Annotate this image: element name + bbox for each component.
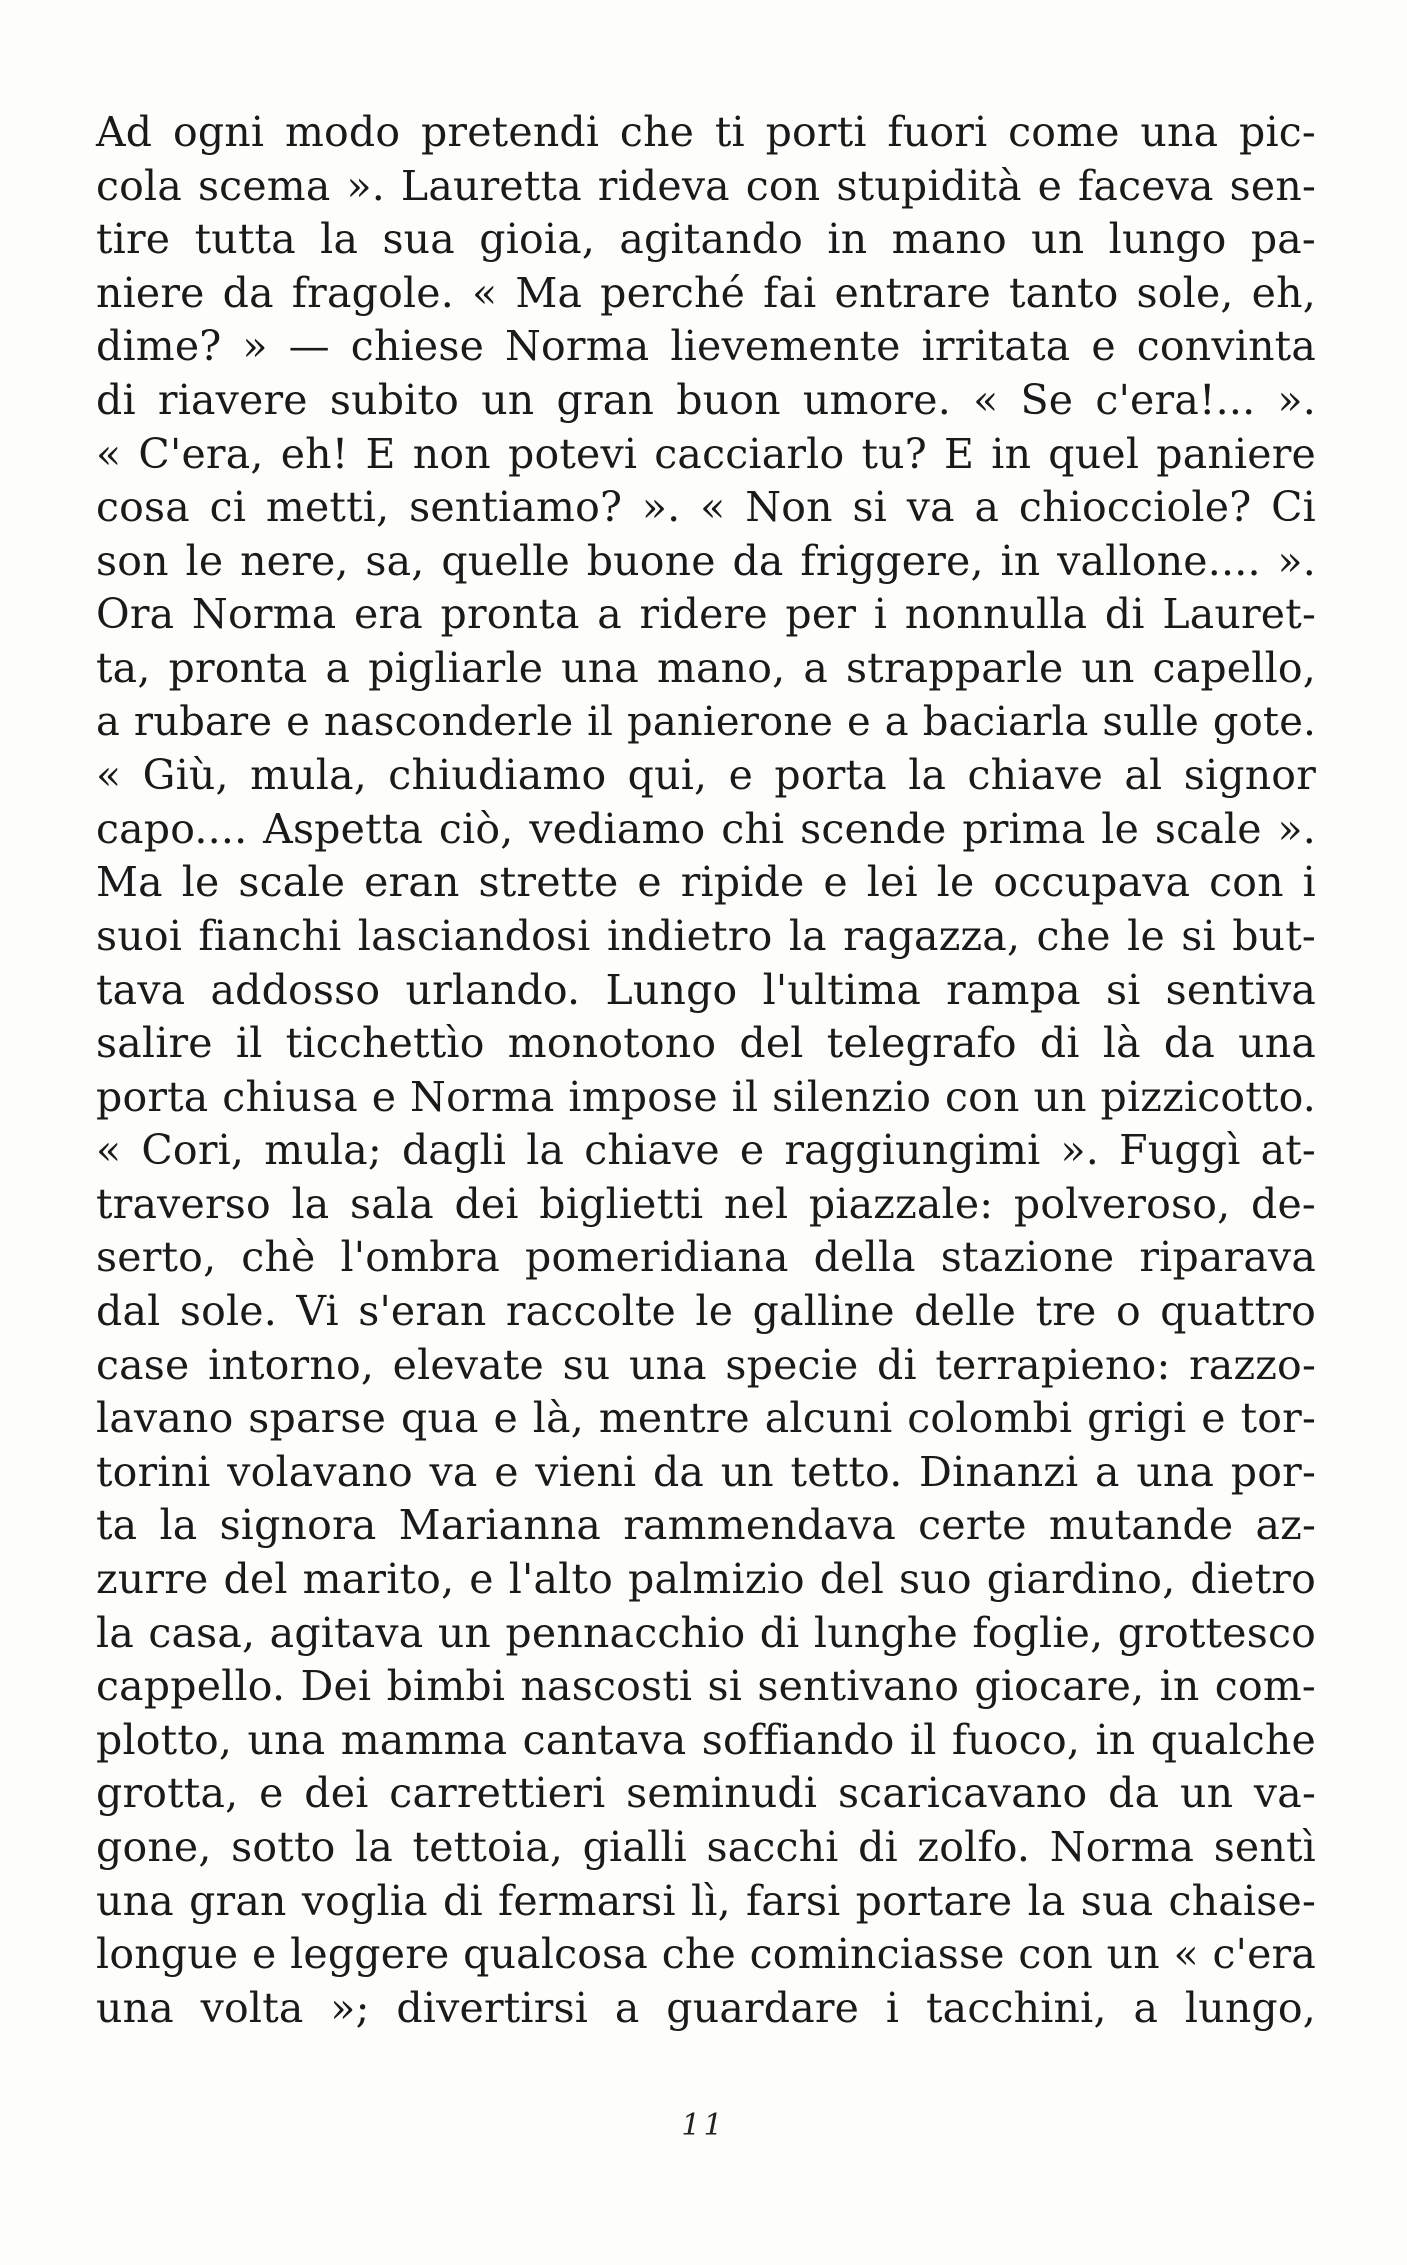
text-line: zurre del marito, e l'alto palmizio del suo giardino, dietro [96, 1555, 1316, 1604]
text-line: torini volavano va e vieni da un tetto. Dinanzi a una por- [96, 1447, 1316, 1496]
text-line: dal sole. Vi s'eran raccolte le galline delle tre o quattro [96, 1287, 1316, 1336]
text-line: son le nere, sa, quelle buone da friggere, in vallone.... ». [96, 536, 1316, 585]
text-line: plotto, una mamma cantava soffiando il fuoco, in qualche [96, 1715, 1316, 1764]
text-line: ta, pronta a pigliarle una mano, a strapparle un capello, [96, 643, 1316, 692]
text-line: « Giù, mula, chiudiamo qui, e porta la chiave al signor [96, 751, 1316, 800]
text-line: porta chiusa e Norma impose il silenzio con un pizzicotto. [96, 1072, 1316, 1121]
text-line: traverso la sala dei biglietti nel piazzale: polveroso, de- [96, 1179, 1316, 1228]
text-line: grotta, e dei carrettieri seminudi scaricavano da un va- [96, 1769, 1316, 1818]
text-line: tire tutta la sua gioia, agitando in mano un lungo pa- [96, 215, 1316, 264]
text-line: Ad ogni modo pretendi che ti porti fuori come una pic- [96, 108, 1316, 156]
text-line: la casa, agitava un pennacchio di lunghe foglie, grottesco [96, 1608, 1316, 1657]
text-line: salire il ticchettìo monotono del telegrafo di là da una [96, 1019, 1316, 1068]
text-line: lavano sparse qua e là, mentre alcuni colombi grigi e tor- [96, 1394, 1316, 1443]
text-line: una gran voglia di fermarsi lì, farsi portare la sua chaise- [96, 1876, 1316, 1925]
text-line: longue e leggere qualcosa che cominciasse con un « c'era [96, 1930, 1316, 1979]
text-line: Ma le scale eran strette e ripide e lei le occupava con i [96, 858, 1316, 907]
text-line: cappello. Dei bimbi nascosti si sentivano giocare, in com- [96, 1662, 1316, 1711]
page-number: 11 [681, 2108, 726, 2143]
text-line: cola scema ». Lauretta rideva con stupidità e faceva sen- [96, 161, 1316, 210]
text-line: suoi fianchi lasciandosi indietro la ragazza, che le si but- [96, 911, 1316, 960]
text-line: serto, chè l'ombra pomeridiana della stazione riparava [96, 1233, 1316, 1282]
text-line: capo.... Aspetta ciò, vediamo chi scende prima le scale ». [96, 804, 1316, 853]
text-line: « C'era, eh! E non potevi cacciarlo tu? E in quel paniere [96, 429, 1316, 478]
text-line: dime? » — chiese Norma lievemente irritata e convinta [96, 322, 1316, 371]
text-line: di riavere subito un gran buon umore. « Se c'era!... ». [96, 375, 1316, 424]
text-line: tava addosso urlando. Lungo l'ultima rampa si sentiva [96, 965, 1316, 1014]
text-line: Ora Norma era pronta a ridere per i nonnulla di Lauret- [96, 590, 1316, 639]
text-line: niere da fragole. « Ma perché fai entrare tanto sole, eh, [96, 268, 1316, 317]
text-line: a rubare e nasconderle il panierone e a baciarla sulle gote. [96, 698, 1316, 745]
body-text [96, 106, 1316, 2035]
text-line: una volta »; divertirsi a guardare i tacchini, a lungo, [96, 1983, 1316, 2032]
text-line: case intorno, elevate su una specie di terrapieno: razzo- [96, 1340, 1316, 1389]
text-line: « Cori, mula; dagli la chiave e raggiungimi ». Fuggì at- [96, 1126, 1316, 1175]
text-line: gone, sotto la tettoia, gialli sacchi di zolfo. Norma sentì [96, 1823, 1316, 1871]
text-line: ta la signora Marianna rammendava certe mutande az- [96, 1501, 1316, 1550]
text-line: cosa ci metti, sentiamo? ». « Non si va a chiocciole? Ci [96, 483, 1316, 532]
